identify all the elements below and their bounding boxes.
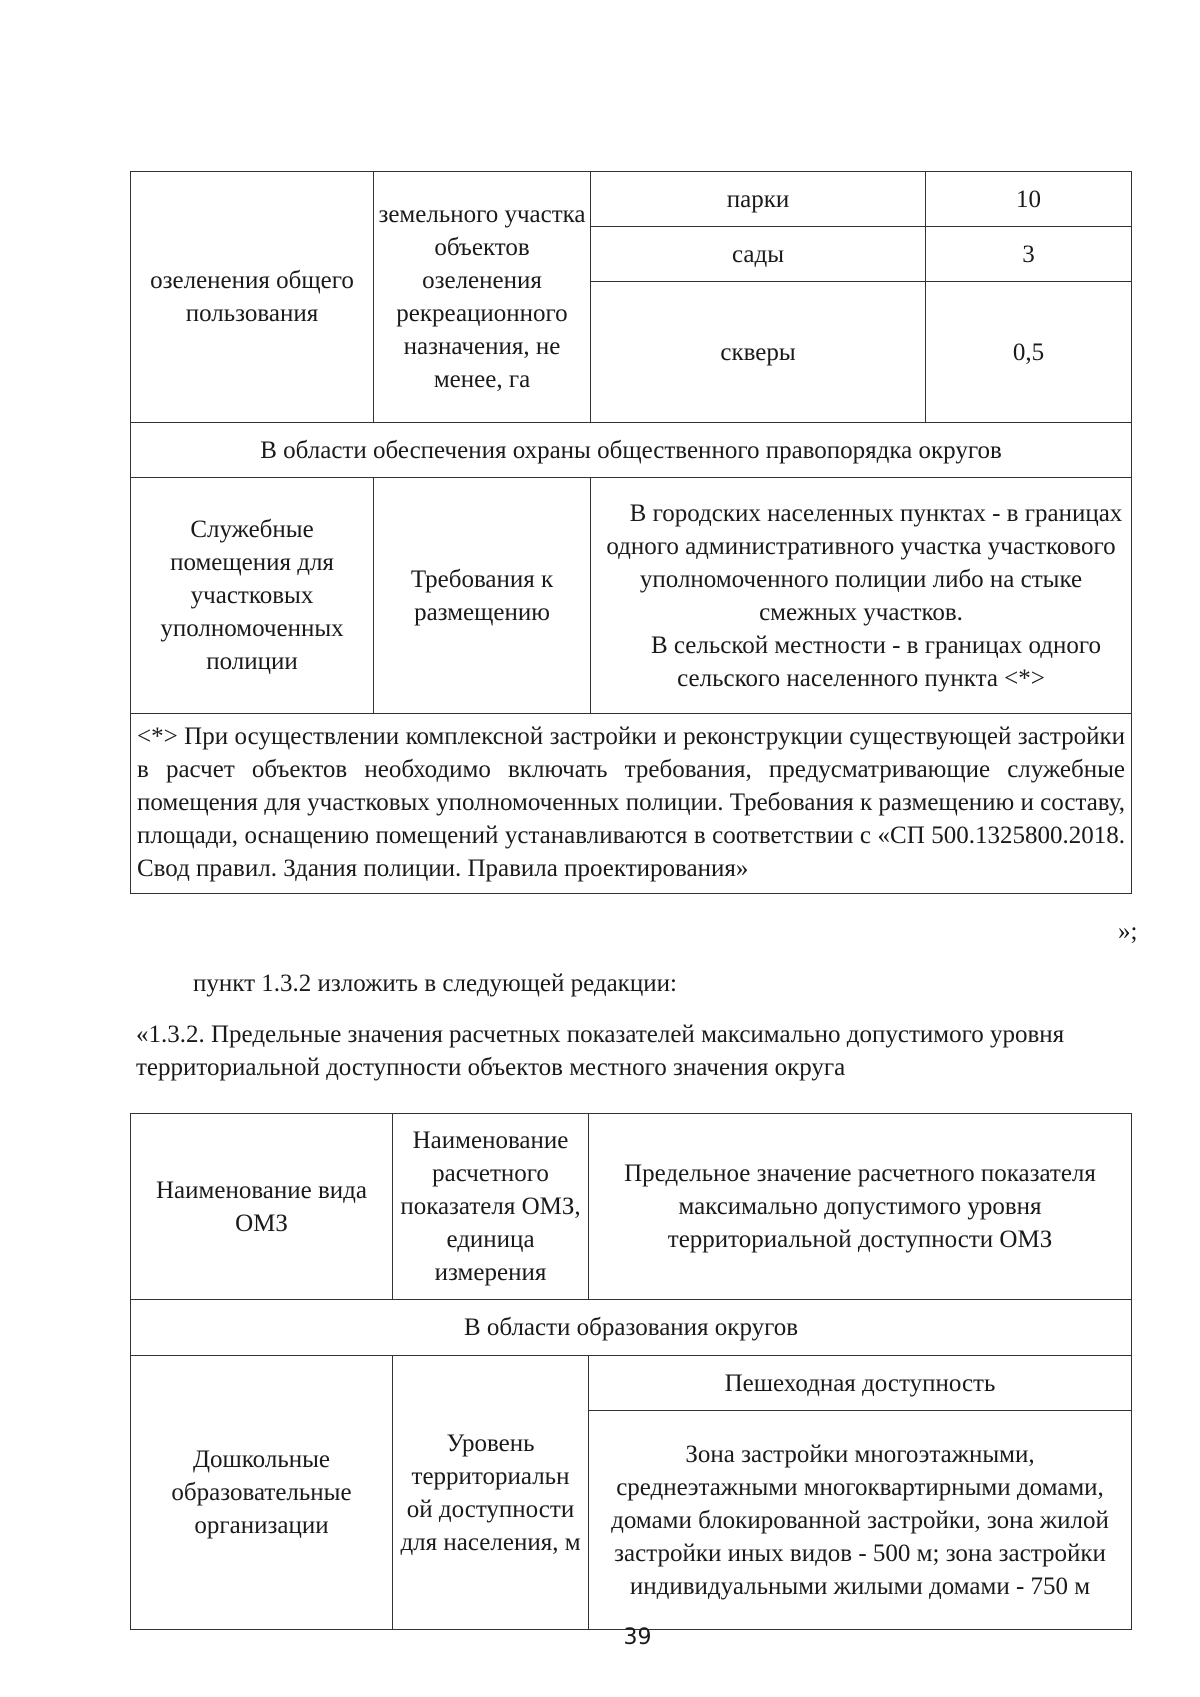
police-requirement-urban: В городских населенных пунктах - в границах одного административного участка участкового уполномоченного полиции либо на стыке смежных участков. — [606, 499, 1123, 626]
footnote-cell: <*> При осуществлении комплексной застройки и реконструкции существующей застройки в расчет объектов необходимо включать требования, предусматривающие служебные помещения для участковых уполномоченных полиции. Требования к размещению и составу, площади, оснащению помещений устанавливаются в соответствии с «СП 500.1325800.2018. Свод правил. Здания полиции. Правила проектирования» — [131, 714, 1132, 894]
access-type-cell: Пешеходная доступность — [589, 1356, 1132, 1411]
header-indicator-name: Наименование расчетного показателя ОМЗ, единица измерения — [393, 1114, 589, 1300]
header-limit-value: Предельное значение расчетного показателя максимально допустимого уровня территориальной доступности ОМЗ — [589, 1114, 1132, 1300]
police-indicator-cell: Требования к размещению — [374, 478, 591, 714]
greenery-police-table — [130, 171, 1132, 894]
greenery-row-name: парки — [591, 172, 926, 227]
greenery-row-value: 0,5 — [926, 282, 1132, 423]
section-police-header: В области обеспечения охраны общественного правопорядка округов — [131, 423, 1132, 478]
access-value-cell: Зона застройки многоэтажными, среднеэтажными многоквартирными домами, домами блокированной застройки, зона жилой застройки иных видов - 500 м; зона застройки индивидуальными жилыми домами - 750 м — [589, 1411, 1132, 1630]
paragraph-instruction: пункт 1.3.2 изложить в следующей редакции: — [193, 970, 677, 997]
section-education-header: В области образования округов — [131, 1300, 1132, 1356]
closing-quote: »; — [1118, 918, 1138, 945]
education-indicator-cell: Уровень территориальн ой доступности для населения, м — [393, 1356, 589, 1630]
paragraph-heading: «1.3.2. Предельные значения расчетных показателей максимально допустимого уровня территориальной доступности объектов местного значения округа — [136, 1021, 1065, 1081]
education-type-cell: Дошкольные образовательные организации — [131, 1356, 393, 1630]
greenery-type-cell: озеленения общего пользования — [131, 172, 374, 423]
police-requirements-cell — [591, 478, 1132, 714]
page-number: 39 — [623, 1625, 652, 1650]
greenery-indicator-cell: земельного участка объектов озеленения рекреационного назначения, не менее, га — [374, 172, 591, 423]
greenery-row-value: 10 — [926, 172, 1132, 227]
greenery-row-name: сады — [591, 227, 926, 282]
greenery-row-name: скверы — [591, 282, 926, 423]
greenery-row-value: 3 — [926, 227, 1132, 282]
police-requirement-rural: В сельской местности - в границах одного сельского населенного пункта <*> — [650, 631, 1102, 692]
police-type-cell: Служебные помещения для участковых уполномоченных полиции — [131, 478, 374, 714]
header-omz-type: Наименование вида ОМЗ — [131, 1114, 393, 1300]
accessibility-table — [130, 1113, 1132, 1630]
